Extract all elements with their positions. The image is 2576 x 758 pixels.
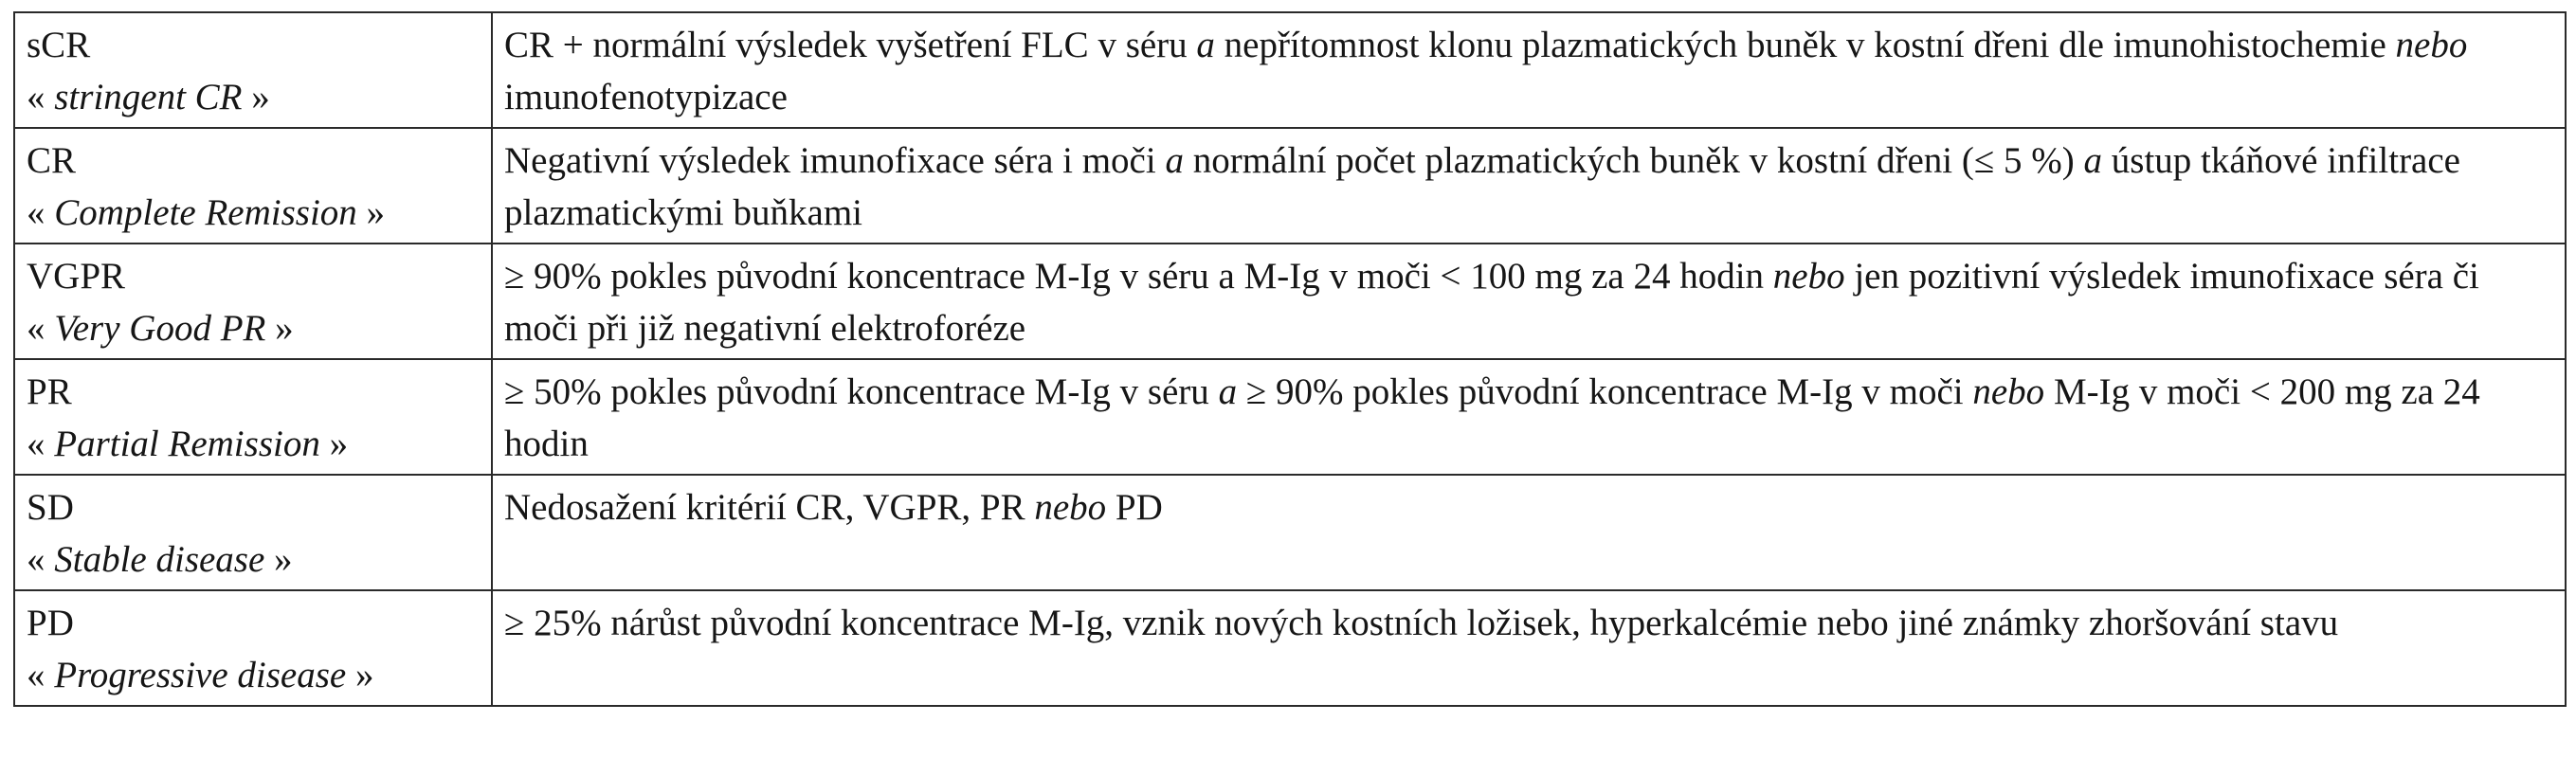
definition-text: M-Ig v moči < 200 mg za 24 hodin bbox=[504, 371, 2480, 464]
definition-text: ≥ 50% pokles původní koncentrace M-Ig v séru bbox=[504, 371, 1219, 412]
response-name-text: Complete Remission bbox=[54, 192, 357, 233]
response-code: SD bbox=[27, 487, 74, 528]
response-category-cell bbox=[14, 590, 492, 706]
response-definition-cell bbox=[492, 590, 2566, 706]
table-row bbox=[14, 590, 2566, 706]
definition-text: Nedosažení kritérií CR, VGPR, PR bbox=[504, 487, 1035, 528]
response-definition-cell bbox=[492, 12, 2566, 128]
definition-emphasis: nebo bbox=[1972, 371, 2045, 412]
response-definition-cell bbox=[492, 359, 2566, 475]
response-name bbox=[27, 302, 481, 354]
quote-open: « bbox=[27, 192, 45, 233]
quote-close: » bbox=[366, 192, 386, 233]
response-name bbox=[27, 418, 481, 470]
definition-emphasis: a bbox=[2083, 140, 2103, 181]
definition-emphasis: a bbox=[1218, 371, 1238, 412]
response-category-cell bbox=[14, 128, 492, 244]
definition-text: ústup tkáňové infiltrace plazmatickými buňkami bbox=[504, 140, 2460, 233]
response-criteria-table bbox=[13, 11, 2567, 707]
definition-text: PD bbox=[1106, 487, 1163, 528]
definition-text: ≥ 90% pokles původní koncentrace M-Ig v moči bbox=[1237, 371, 1973, 412]
definition-text: imunofenotypizace bbox=[504, 77, 788, 117]
table-body bbox=[14, 12, 2566, 706]
response-name-text: Progressive disease bbox=[54, 655, 347, 695]
response-name bbox=[27, 71, 481, 123]
response-name bbox=[27, 649, 481, 701]
quote-close: » bbox=[251, 77, 270, 117]
quote-close: » bbox=[329, 424, 349, 464]
definition-emphasis: a bbox=[1165, 140, 1184, 181]
definition-text: normální počet plazmatických buněk v kostní dřeni (≤ 5 %) bbox=[1183, 140, 2084, 181]
response-category-cell bbox=[14, 12, 492, 128]
definition-emphasis: a bbox=[1196, 25, 1215, 65]
definition-emphasis: nebo bbox=[1772, 256, 1845, 297]
definition-emphasis: nebo bbox=[1034, 487, 1107, 528]
response-code: PD bbox=[27, 603, 74, 643]
response-code: VGPR bbox=[27, 256, 126, 297]
response-category-cell bbox=[14, 475, 492, 590]
definition-text: Negativní výsledek imunofixace séra i moči bbox=[504, 140, 1166, 181]
definition-text: ≥ 25% nárůst původní koncentrace M-Ig, vznik nových kostních ložisek, hyperkalcémie nebo jiné známky zhoršování stavu bbox=[504, 603, 2339, 643]
response-name-text: Partial Remission bbox=[54, 424, 320, 464]
quote-close: » bbox=[354, 655, 374, 695]
definition-text: jen pozitivní výsledek imunofixace séra či moči při již negativní elektroforéze bbox=[504, 256, 2479, 349]
table-row bbox=[14, 128, 2566, 244]
definition-emphasis: nebo bbox=[2395, 25, 2468, 65]
response-name-text: Stable disease bbox=[54, 539, 265, 580]
quote-open: « bbox=[27, 77, 45, 117]
response-category-cell bbox=[14, 244, 492, 359]
quote-open: « bbox=[27, 424, 45, 464]
quote-close: » bbox=[274, 539, 293, 580]
definition-text: CR + normální výsledek vyšetření FLC v séru bbox=[504, 25, 1197, 65]
response-definition-cell bbox=[492, 475, 2566, 590]
response-code: PR bbox=[27, 371, 72, 412]
response-name-text: stringent CR bbox=[54, 77, 243, 117]
response-name bbox=[27, 533, 481, 586]
response-name bbox=[27, 187, 481, 239]
quote-open: « bbox=[27, 308, 45, 349]
response-definition-cell bbox=[492, 244, 2566, 359]
table-row bbox=[14, 359, 2566, 475]
response-definition-cell bbox=[492, 128, 2566, 244]
response-name-text: Very Good PR bbox=[54, 308, 266, 349]
quote-open: « bbox=[27, 539, 45, 580]
quote-close: » bbox=[275, 308, 294, 349]
quote-open: « bbox=[27, 655, 45, 695]
response-code: sCR bbox=[27, 25, 91, 65]
response-category-cell bbox=[14, 359, 492, 475]
table-row bbox=[14, 12, 2566, 128]
table-row bbox=[14, 244, 2566, 359]
table-row bbox=[14, 475, 2566, 590]
definition-text: ≥ 90% pokles původní koncentrace M-Ig v séru a M-Ig v moči < 100 mg za 24 hodin bbox=[504, 256, 1773, 297]
response-code: CR bbox=[27, 140, 77, 181]
definition-text: nepřítomnost klonu plazmatických buněk v kostní dřeni dle imunohistochemie bbox=[1214, 25, 2396, 65]
